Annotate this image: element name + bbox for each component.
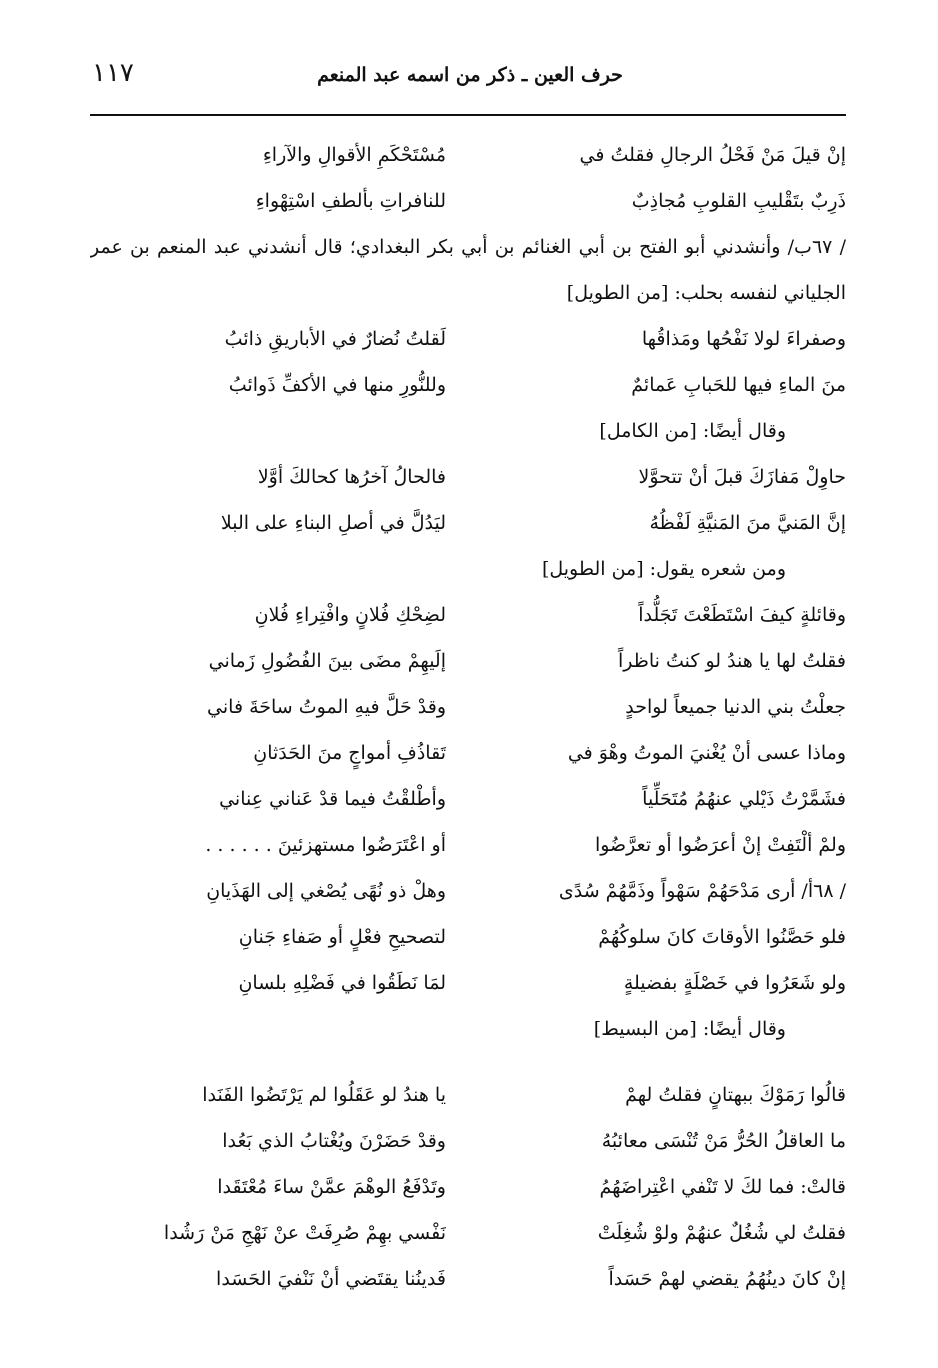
second-hemistich: ليَدُلَّ في أصلِ البناءِ على البلا	[220, 512, 446, 534]
first-hemistich: فشَمَّرْتُ ذَيْلي عنهُمُ مُتَحَلِّياً	[642, 788, 846, 810]
first-hemistich: فقلتُ لها يا هندُ لو كنتُ ناظراً	[617, 650, 846, 672]
second-hemistich: إلَيهِمْ مضَى بينَ الفُضُولِ زَماني	[208, 650, 446, 672]
second-hemistich: وتَدْفَعُ الوهْمَ عمَّنْ ساءَ مُعْتَقَدا	[217, 1176, 446, 1198]
verse-line	[90, 592, 846, 638]
verse-line	[90, 684, 846, 730]
second-hemistich: يا هندُ لو عَقَلُوا لم يَرْتَضُوا الفَنَدا	[202, 1084, 446, 1106]
header-rule	[90, 114, 846, 116]
verse-line	[90, 1118, 846, 1164]
second-hemistich: أو اعْتَرَضُوا مستهزئينَ . . . . . .	[205, 834, 446, 856]
second-hemistich: مُسْتَحْكَمِ الأقوالِ والآراءِ	[262, 144, 446, 166]
second-hemistich: لَقلتُ نُضارٌ في الأباريقِ ذائبُ	[224, 328, 446, 350]
poem-intro: ومن شعره يقول: [من الطويل]	[541, 558, 786, 580]
spacer	[90, 1052, 846, 1072]
first-hemistich: ولمْ ألْتَفِتْ إنْ أعرَضُوا أو تعرَّضُوا	[594, 834, 846, 856]
verse-line	[90, 1072, 846, 1118]
verse-line	[90, 454, 846, 500]
verse-line	[90, 1164, 846, 1210]
first-hemistich: وقائلةٍ كيفَ اسْتَطَعْتَ تَجَلُّداً	[638, 604, 846, 626]
verse-line	[90, 822, 846, 868]
second-hemistich: وهلْ ذو نُهًى يُصْغي إلى الهَذَيانِ	[206, 880, 446, 902]
poem-intro: وقال أيضًا: [من البسيط]	[593, 1018, 786, 1040]
second-hemistich: لمَا نَطَقُوا في فَضْلِهِ بلسانِ	[238, 972, 446, 994]
first-hemistich: جعلْتُ بني الدنيا جميعاً لواحدٍ	[625, 696, 846, 718]
second-hemistich: وقدْ حَلَّ فيهِ الموتُ ساحَةَ فاني	[207, 696, 446, 718]
second-hemistich: وقدْ حَضَرْنَ ويُغْتابُ الذي بَعُدا	[222, 1130, 446, 1152]
page-number: ١١٧	[92, 58, 134, 88]
first-hemistich: إنْ قيلَ مَنْ فَحْلُ الرجالِ فقلتُ في	[579, 144, 846, 166]
second-hemistich: وللنُّورِ منها في الأكفِّ ذَوائبُ	[228, 374, 446, 396]
verse-line	[90, 730, 846, 776]
first-hemistich: إنَّ المَنيَّ منَ المَنيَّةِ لَفْظُهُ	[649, 512, 846, 534]
first-hemistich: ما العاقلُ الحُرُّ مَنْ تُنْسَى معائبُهُ	[601, 1130, 846, 1152]
first-hemistich: قالُوا رَمَوْكَ ببهتانٍ فقلتُ لهمْ	[625, 1084, 846, 1106]
verse-line	[90, 1256, 846, 1302]
second-hemistich: فَدينُنا يقتَضي أنْ نَنْفيَ الحَسَدا	[216, 1268, 446, 1290]
second-hemistich: للنافراتِ بألطفِ اسْتِهْواءِ	[255, 190, 446, 212]
second-hemistich: تَقاذُفِ أمواجٍ منَ الحَدَثانِ	[253, 742, 446, 764]
verse-line	[90, 960, 846, 1006]
verse-line	[90, 638, 846, 684]
verse-line	[90, 500, 846, 546]
first-hemistich: وماذا عسى أنْ يُغْنيَ الموتُ وهْوَ في	[567, 742, 846, 764]
first-hemistich: ولو شَعَرُوا في خَصْلَةٍ بفضيلةٍ	[623, 972, 846, 994]
second-hemistich: نَفْسي بهِمْ صُرِفَتْ عنْ نَهْجِ مَنْ رَشُدا	[163, 1222, 446, 1244]
first-hemistich: فلو حَصَّنُوا الأوقاتَ كانَ سلوكُهُمْ	[598, 926, 846, 948]
verse-line	[90, 868, 846, 914]
page-body	[90, 132, 846, 1302]
verse-line	[90, 178, 846, 224]
first-hemistich: فقلتُ لي شُغُلٌ عنهُمْ ولوْ شُغِلَتْ	[597, 1222, 846, 1244]
second-hemistich: فالحالُ آخرُها كحالكَ أوَّلا	[257, 466, 446, 488]
first-hemistich: قالتْ: فما لكَ لا تَنْفي اعْتِراضَهُمُ	[599, 1176, 846, 1198]
verse-line	[90, 362, 846, 408]
poem-intro: وقال أيضًا: [من الكامل]	[599, 420, 786, 442]
first-hemistich: حاوِلْ مَفازَكَ قبلَ أنْ تتحوَّلا	[638, 466, 846, 488]
second-hemistich: وأطْلقْتُ فيما قدْ عَناني عِناني	[219, 788, 446, 810]
verse-line	[90, 914, 846, 960]
first-hemistich: إنْ كانَ دينُهُمُ يقضي لهمْ حَسَداً	[608, 1268, 846, 1290]
second-hemistich: لضِحْكِ فُلانٍ وافْتِراءِ فُلانِ	[254, 604, 446, 626]
second-hemistich: لتصحيحِ فعْلٍ أو صَفاءِ جَنانِ	[238, 926, 446, 948]
verse-line	[90, 316, 846, 362]
verse-line	[90, 132, 846, 178]
prose-paragraph: / ٦٧ب/ وأنشدني أبو الفتح بن أبي الغنائم بن أبي بكر البغدادي؛ قال أنشدني عبد المنعم بن عمر الجلياني لنفسه بحلب: [من الطويل]	[90, 236, 846, 304]
running-head: حرف العين ـ ذكر من اسمه عبد المنعم	[317, 64, 623, 86]
verse-line	[90, 1210, 846, 1256]
first-hemistich: منَ الماءِ فيها للحَبابِ عَمائمٌ	[631, 374, 846, 396]
first-hemistich: / ٦٨أ/ أرى مَدْحَهُمْ سَهْواً وذَمَّهُمْ سُدًى	[558, 880, 846, 902]
verse-line	[90, 776, 846, 822]
first-hemistich: وصفراءَ لولا نَفْحُها ومَذاقُها	[641, 328, 846, 350]
first-hemistich: ذَرِبٌ بتَقْليبِ القلوبِ مُجاذِبٌ	[631, 190, 846, 212]
